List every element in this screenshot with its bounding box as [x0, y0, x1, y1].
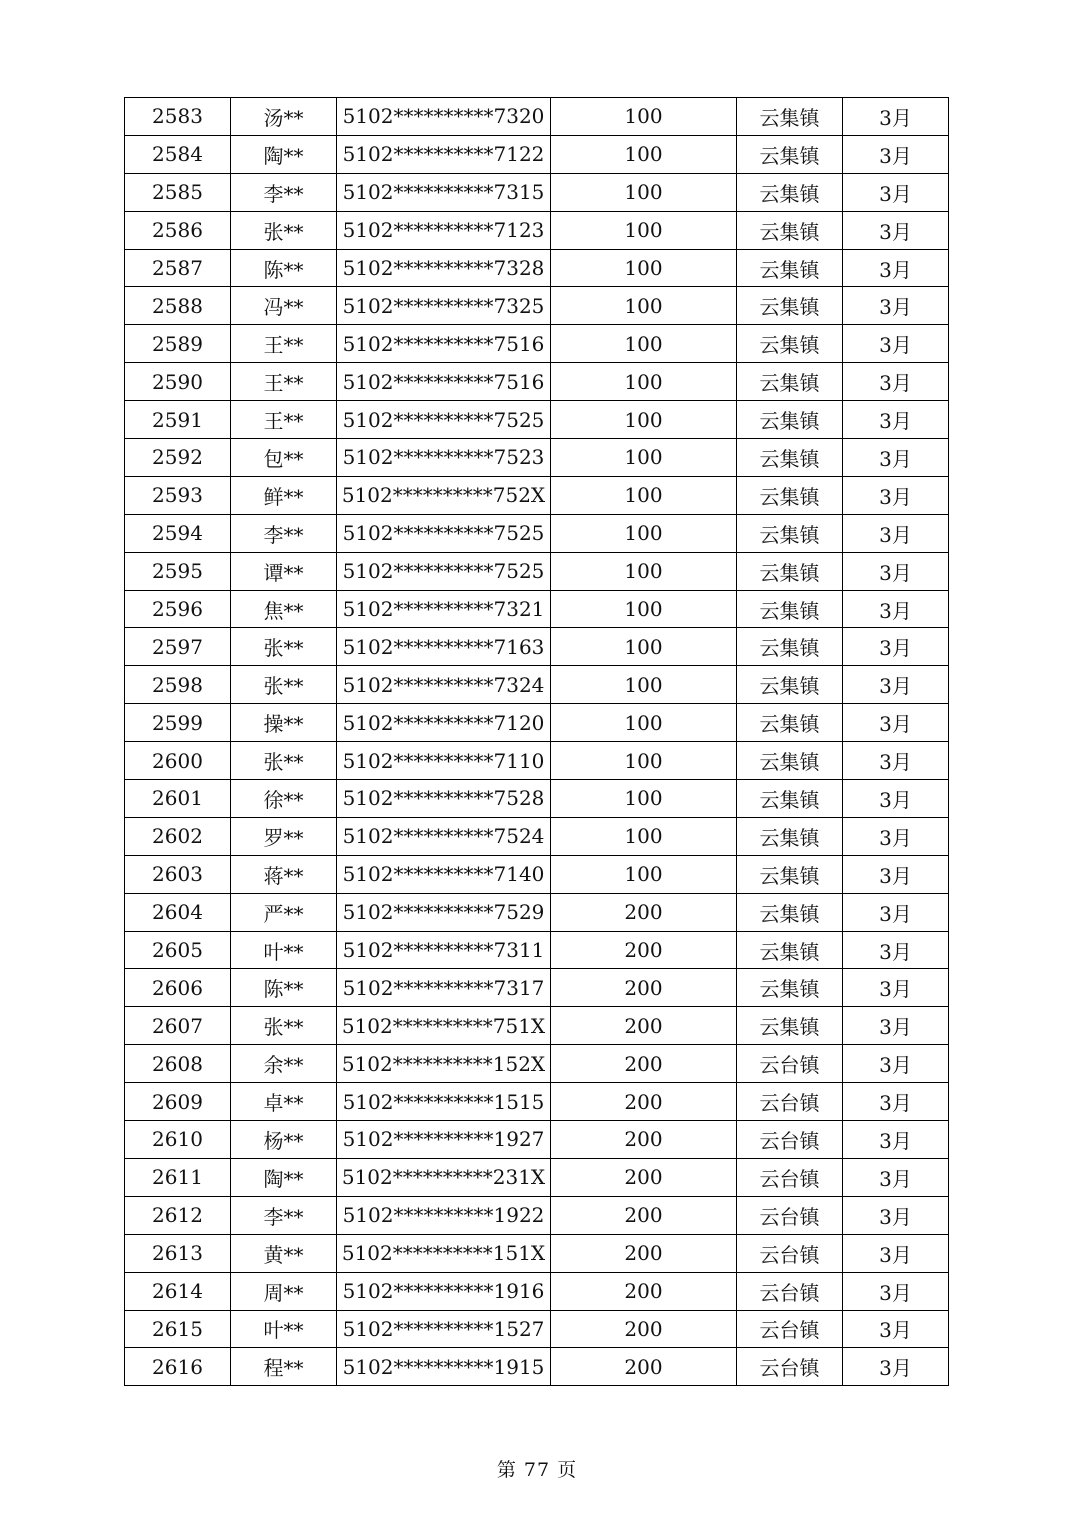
month-cell: 3月 [843, 628, 949, 666]
month-cell: 3月 [843, 401, 949, 439]
table-row [125, 590, 949, 628]
name-cell: 汤** [231, 98, 337, 136]
town-cell: 云集镇 [737, 704, 843, 742]
serial-number-cell: 2608 [125, 1045, 231, 1083]
amount-cell: 100 [551, 401, 737, 439]
month-cell: 3月 [843, 1310, 949, 1348]
name-cell: 叶** [231, 931, 337, 969]
name-cell: 陶** [231, 135, 337, 173]
table-row [125, 628, 949, 666]
id-number-cell: 5102**********7317 [337, 969, 551, 1007]
month-cell: 3月 [843, 931, 949, 969]
name-cell: 张** [231, 628, 337, 666]
serial-number-cell: 2596 [125, 590, 231, 628]
town-cell: 云台镇 [737, 1196, 843, 1234]
serial-number-cell: 2593 [125, 476, 231, 514]
town-cell: 云集镇 [737, 325, 843, 363]
amount-cell: 200 [551, 1196, 737, 1234]
name-cell: 程** [231, 1348, 337, 1386]
serial-number-cell: 2597 [125, 628, 231, 666]
town-cell: 云集镇 [737, 135, 843, 173]
amount-cell: 100 [551, 476, 737, 514]
name-cell: 蒋** [231, 855, 337, 893]
id-number-cell: 5102**********7120 [337, 704, 551, 742]
month-cell: 3月 [843, 1045, 949, 1083]
table-row [125, 1272, 949, 1310]
town-cell: 云集镇 [737, 363, 843, 401]
id-number-cell: 5102**********7321 [337, 590, 551, 628]
month-cell: 3月 [843, 666, 949, 704]
month-cell: 3月 [843, 780, 949, 818]
name-cell: 李** [231, 173, 337, 211]
amount-cell: 100 [551, 211, 737, 249]
amount-cell: 200 [551, 1121, 737, 1159]
table-row [125, 931, 949, 969]
month-cell: 3月 [843, 249, 949, 287]
month-cell: 3月 [843, 893, 949, 931]
month-cell: 3月 [843, 211, 949, 249]
town-cell: 云集镇 [737, 969, 843, 1007]
serial-number-cell: 2607 [125, 1007, 231, 1045]
name-cell: 张** [231, 666, 337, 704]
id-number-cell: 5102**********7110 [337, 742, 551, 780]
id-number-cell: 5102**********752X [337, 476, 551, 514]
id-number-cell: 5102**********152X [337, 1045, 551, 1083]
serial-number-cell: 2590 [125, 363, 231, 401]
table-row [125, 249, 949, 287]
serial-number-cell: 2595 [125, 552, 231, 590]
amount-cell: 100 [551, 439, 737, 477]
table-row [125, 1007, 949, 1045]
serial-number-cell: 2583 [125, 98, 231, 136]
amount-cell: 100 [551, 287, 737, 325]
serial-number-cell: 2612 [125, 1196, 231, 1234]
amount-cell: 200 [551, 1158, 737, 1196]
name-cell: 杨** [231, 1121, 337, 1159]
town-cell: 云台镇 [737, 1045, 843, 1083]
id-number-cell: 5102**********7523 [337, 439, 551, 477]
table-row [125, 552, 949, 590]
id-number-cell: 5102**********7516 [337, 363, 551, 401]
name-cell: 鲜** [231, 476, 337, 514]
id-number-cell: 5102**********1916 [337, 1272, 551, 1310]
table-row [125, 780, 949, 818]
table-row [125, 173, 949, 211]
name-cell: 王** [231, 401, 337, 439]
town-cell: 云台镇 [737, 1234, 843, 1272]
records-table [124, 97, 949, 1386]
month-cell: 3月 [843, 590, 949, 628]
id-number-cell: 5102**********7529 [337, 893, 551, 931]
amount-cell: 200 [551, 1083, 737, 1121]
name-cell: 操** [231, 704, 337, 742]
name-cell: 余** [231, 1045, 337, 1083]
name-cell: 谭** [231, 552, 337, 590]
table-row [125, 742, 949, 780]
amount-cell: 100 [551, 780, 737, 818]
town-cell: 云集镇 [737, 628, 843, 666]
month-cell: 3月 [843, 855, 949, 893]
month-cell: 3月 [843, 1272, 949, 1310]
town-cell: 云集镇 [737, 1007, 843, 1045]
month-cell: 3月 [843, 325, 949, 363]
amount-cell: 100 [551, 363, 737, 401]
serial-number-cell: 2614 [125, 1272, 231, 1310]
table-row [125, 1348, 949, 1386]
month-cell: 3月 [843, 514, 949, 552]
amount-cell: 100 [551, 628, 737, 666]
month-cell: 3月 [843, 287, 949, 325]
table-row [125, 98, 949, 136]
month-cell: 3月 [843, 98, 949, 136]
name-cell: 王** [231, 325, 337, 363]
amount-cell: 100 [551, 249, 737, 287]
serial-number-cell: 2604 [125, 893, 231, 931]
month-cell: 3月 [843, 1007, 949, 1045]
id-number-cell: 5102**********151X [337, 1234, 551, 1272]
amount-cell: 100 [551, 173, 737, 211]
table-row [125, 704, 949, 742]
id-number-cell: 5102**********1527 [337, 1310, 551, 1348]
table-row [125, 287, 949, 325]
amount-cell: 200 [551, 1310, 737, 1348]
amount-cell: 100 [551, 590, 737, 628]
serial-number-cell: 2587 [125, 249, 231, 287]
id-number-cell: 5102**********7525 [337, 514, 551, 552]
town-cell: 云台镇 [737, 1348, 843, 1386]
town-cell: 云台镇 [737, 1158, 843, 1196]
table-row [125, 817, 949, 855]
table-row [125, 1310, 949, 1348]
month-cell: 3月 [843, 1121, 949, 1159]
id-number-cell: 5102**********7324 [337, 666, 551, 704]
month-cell: 3月 [843, 552, 949, 590]
amount-cell: 200 [551, 969, 737, 1007]
amount-cell: 200 [551, 1007, 737, 1045]
serial-number-cell: 2613 [125, 1234, 231, 1272]
town-cell: 云集镇 [737, 514, 843, 552]
amount-cell: 100 [551, 855, 737, 893]
name-cell: 卓** [231, 1083, 337, 1121]
name-cell: 陈** [231, 249, 337, 287]
town-cell: 云集镇 [737, 476, 843, 514]
town-cell: 云集镇 [737, 211, 843, 249]
table-row [125, 1083, 949, 1121]
serial-number-cell: 2610 [125, 1121, 231, 1159]
month-cell: 3月 [843, 817, 949, 855]
town-cell: 云台镇 [737, 1310, 843, 1348]
amount-cell: 200 [551, 1272, 737, 1310]
town-cell: 云集镇 [737, 249, 843, 287]
id-number-cell: 5102**********1915 [337, 1348, 551, 1386]
name-cell: 王** [231, 363, 337, 401]
month-cell: 3月 [843, 969, 949, 1007]
month-cell: 3月 [843, 1348, 949, 1386]
name-cell: 周** [231, 1272, 337, 1310]
town-cell: 云集镇 [737, 287, 843, 325]
serial-number-cell: 2598 [125, 666, 231, 704]
table-row [125, 514, 949, 552]
town-cell: 云集镇 [737, 590, 843, 628]
serial-number-cell: 2616 [125, 1348, 231, 1386]
table-row [125, 893, 949, 931]
serial-number-cell: 2594 [125, 514, 231, 552]
name-cell: 张** [231, 211, 337, 249]
table-row [125, 1158, 949, 1196]
serial-number-cell: 2602 [125, 817, 231, 855]
serial-number-cell: 2600 [125, 742, 231, 780]
id-number-cell: 5102**********7140 [337, 855, 551, 893]
id-number-cell: 5102**********7528 [337, 780, 551, 818]
serial-number-cell: 2584 [125, 135, 231, 173]
id-number-cell: 5102**********231X [337, 1158, 551, 1196]
month-cell: 3月 [843, 704, 949, 742]
amount-cell: 100 [551, 666, 737, 704]
month-cell: 3月 [843, 363, 949, 401]
table-row [125, 439, 949, 477]
table-row [125, 363, 949, 401]
name-cell: 严** [231, 893, 337, 931]
table-row [125, 211, 949, 249]
serial-number-cell: 2606 [125, 969, 231, 1007]
amount-cell: 100 [551, 98, 737, 136]
name-cell: 冯** [231, 287, 337, 325]
id-number-cell: 5102**********7516 [337, 325, 551, 363]
id-number-cell: 5102**********7315 [337, 173, 551, 211]
page-number: 第 77 页 [496, 1459, 578, 1481]
month-cell: 3月 [843, 1234, 949, 1272]
town-cell: 云集镇 [737, 439, 843, 477]
town-cell: 云集镇 [737, 855, 843, 893]
id-number-cell: 5102**********751X [337, 1007, 551, 1045]
town-cell: 云集镇 [737, 98, 843, 136]
serial-number-cell: 2603 [125, 855, 231, 893]
serial-number-cell: 2611 [125, 1158, 231, 1196]
id-number-cell: 5102**********7525 [337, 552, 551, 590]
serial-number-cell: 2615 [125, 1310, 231, 1348]
id-number-cell: 5102**********7525 [337, 401, 551, 439]
amount-cell: 100 [551, 817, 737, 855]
table-row [125, 476, 949, 514]
town-cell: 云集镇 [737, 780, 843, 818]
amount-cell: 100 [551, 742, 737, 780]
id-number-cell: 5102**********7328 [337, 249, 551, 287]
id-number-cell: 5102**********1515 [337, 1083, 551, 1121]
amount-cell: 200 [551, 893, 737, 931]
town-cell: 云集镇 [737, 173, 843, 211]
amount-cell: 200 [551, 931, 737, 969]
table-row [125, 135, 949, 173]
serial-number-cell: 2585 [125, 173, 231, 211]
serial-number-cell: 2592 [125, 439, 231, 477]
amount-cell: 100 [551, 325, 737, 363]
town-cell: 云集镇 [737, 666, 843, 704]
town-cell: 云集镇 [737, 552, 843, 590]
month-cell: 3月 [843, 173, 949, 211]
amount-cell: 100 [551, 552, 737, 590]
name-cell: 李** [231, 1196, 337, 1234]
amount-cell: 200 [551, 1234, 737, 1272]
town-cell: 云集镇 [737, 931, 843, 969]
town-cell: 云集镇 [737, 742, 843, 780]
month-cell: 3月 [843, 135, 949, 173]
serial-number-cell: 2605 [125, 931, 231, 969]
table-row [125, 325, 949, 363]
serial-number-cell: 2589 [125, 325, 231, 363]
amount-cell: 200 [551, 1045, 737, 1083]
id-number-cell: 5102**********7311 [337, 931, 551, 969]
id-number-cell: 5102**********1927 [337, 1121, 551, 1159]
table-row [125, 855, 949, 893]
name-cell: 徐** [231, 780, 337, 818]
name-cell: 张** [231, 742, 337, 780]
month-cell: 3月 [843, 742, 949, 780]
table-row [125, 1196, 949, 1234]
table-row [125, 969, 949, 1007]
town-cell: 云台镇 [737, 1121, 843, 1159]
id-number-cell: 5102**********7123 [337, 211, 551, 249]
name-cell: 焦** [231, 590, 337, 628]
month-cell: 3月 [843, 1196, 949, 1234]
amount-cell: 100 [551, 704, 737, 742]
name-cell: 陶** [231, 1158, 337, 1196]
id-number-cell: 5102**********7163 [337, 628, 551, 666]
name-cell: 罗** [231, 817, 337, 855]
table-row [125, 1234, 949, 1272]
serial-number-cell: 2601 [125, 780, 231, 818]
id-number-cell: 5102**********7122 [337, 135, 551, 173]
id-number-cell: 5102**********1922 [337, 1196, 551, 1234]
id-number-cell: 5102**********7325 [337, 287, 551, 325]
name-cell: 陈** [231, 969, 337, 1007]
table-row [125, 666, 949, 704]
serial-number-cell: 2591 [125, 401, 231, 439]
name-cell: 叶** [231, 1310, 337, 1348]
town-cell: 云集镇 [737, 893, 843, 931]
month-cell: 3月 [843, 1158, 949, 1196]
records-table-body [125, 98, 949, 1386]
table-row [125, 1045, 949, 1083]
name-cell: 黄** [231, 1234, 337, 1272]
serial-number-cell: 2609 [125, 1083, 231, 1121]
serial-number-cell: 2588 [125, 287, 231, 325]
town-cell: 云集镇 [737, 817, 843, 855]
name-cell: 张** [231, 1007, 337, 1045]
town-cell: 云集镇 [737, 401, 843, 439]
month-cell: 3月 [843, 1083, 949, 1121]
table-row [125, 401, 949, 439]
serial-number-cell: 2586 [125, 211, 231, 249]
id-number-cell: 5102**********7320 [337, 98, 551, 136]
name-cell: 包** [231, 439, 337, 477]
table-row [125, 1121, 949, 1159]
month-cell: 3月 [843, 476, 949, 514]
amount-cell: 200 [551, 1348, 737, 1386]
month-cell: 3月 [843, 439, 949, 477]
amount-cell: 100 [551, 135, 737, 173]
name-cell: 李** [231, 514, 337, 552]
town-cell: 云台镇 [737, 1083, 843, 1121]
id-number-cell: 5102**********7524 [337, 817, 551, 855]
amount-cell: 100 [551, 514, 737, 552]
serial-number-cell: 2599 [125, 704, 231, 742]
town-cell: 云台镇 [737, 1272, 843, 1310]
